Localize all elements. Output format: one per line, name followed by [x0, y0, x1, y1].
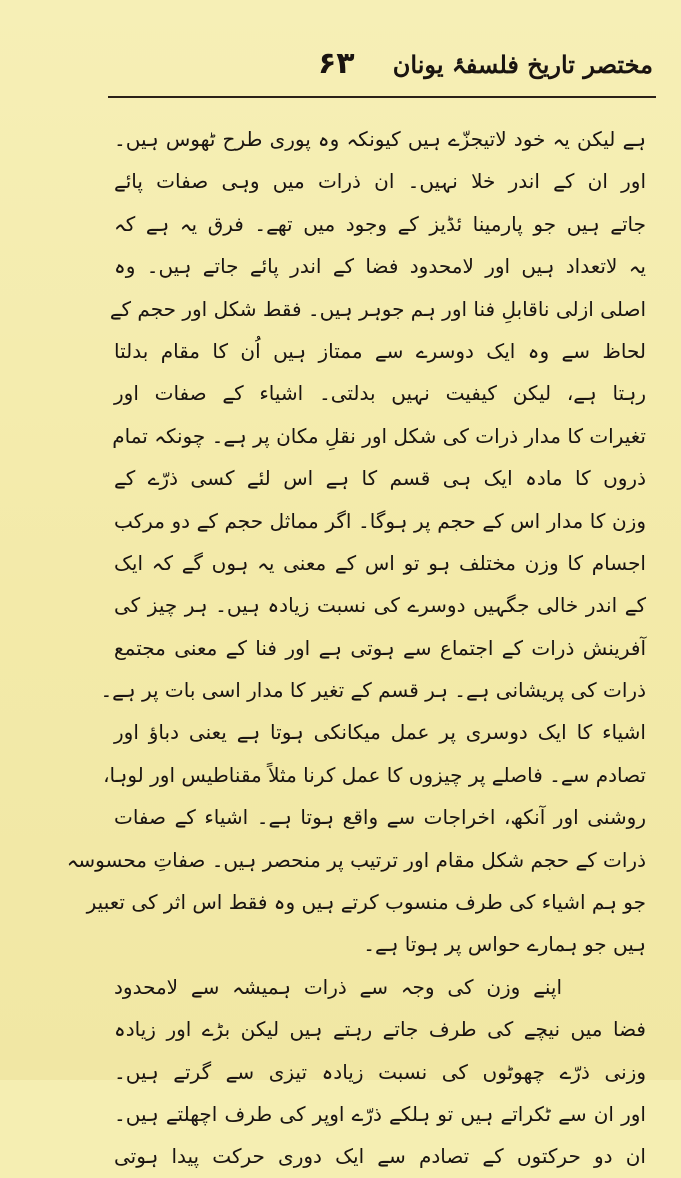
text-line: اور ان سے ٹکراتے ہیں تو ہلکے ذرّے اوپر کی طرف اچھلتے ہیں۔ [114, 1101, 646, 1126]
page-header [0, 40, 681, 100]
text-line: لحاظ سے وہ ایک دوسرے سے ممتاز ہیں اُن کا مقام بدلتا [114, 338, 646, 363]
text-line: وزن کا مدار اس کے حجم پر ہوگا۔ اگر مماثل حجم کے دو مرکب [114, 508, 646, 533]
text-line: اجسام کا وزن مختلف ہو تو اس کے معنی یہ ہوں گے کہ ایک [114, 550, 646, 575]
text-line: اور ان کے اندر خلا نہیں۔ ان ذرات میں وہی صفات پائے [114, 169, 646, 194]
text-line: فضا میں نیچے کی طرف جاتے رہتے ہیں لیکن بڑے اور زیادہ [114, 1017, 646, 1042]
text-line: اشیاء کا ایک دوسری پر عمل میکانکی ہوتا ہے یعنی دباؤ اور [114, 720, 646, 745]
text-line: ذرات کے حجم شکل مقام اور ترتیب پر منحصر ہیں۔ صفاتِ محسوسہ [66, 847, 646, 872]
text-line: روشنی اور آنکھ، اخراجات سے واقع ہوتا ہے۔ اشیاء کے صفات [114, 805, 646, 830]
text-line: ہیں جو ہمارے حواس پر ہوتا ہے۔ [363, 932, 646, 957]
text-line: تصادم سے۔ فاصلے پر چیزوں کا عمل کرنا مثلاً مقناطیس اور لوہا، [103, 762, 646, 787]
running-head-title: مختصر تاریخ فلسفۂ یونان [392, 50, 653, 79]
text-line: ان دو حرکتوں کے تصادم سے ایک دوری حرکت پیدا ہوتی [114, 1144, 646, 1169]
text-line: تغیرات کا مدار ذرات کی شکل اور نقلِ مکان پر ہے۔ چونکہ تمام [112, 423, 646, 448]
text-line: ہے لیکن یہ خود لاتیجزّے ہیں کیونکہ وہ پوری طرح ٹھوس ہیں۔ [114, 127, 646, 151]
text-line: رہتا ہے، لیکن کیفیت نہیں بدلتی۔ اشیاء کے صفات اور [114, 381, 646, 406]
text-line: ذروں کا مادہ ایک ہی قسم کا ہے اس لئے کسی ذرّے کے [114, 466, 646, 491]
text-line: جو ہم اشیاء کی طرف منسوب کرتے ہیں وہ فقط اس اثر کی تعبیر [86, 890, 646, 915]
text-line: کے اندر خالی جگہیں دوسرے کی نسبت زیادہ ہیں۔ ہر چیز کی [114, 593, 646, 618]
text-line: جاتے ہیں جو پارمینا ئڈیز کے وجود میں تھے۔ فرق یہ ہے کہ [114, 211, 646, 236]
text-line: یہ لاتعداد ہیں اور لامحدود فضا کے اندر پائے جاتے ہیں۔ وہ [114, 254, 646, 279]
header-rule [108, 96, 656, 98]
text-line: اصلی ازلی ناقابلِ فنا اور ہم جوہر ہیں۔ فقط شکل اور حجم کے [109, 296, 646, 321]
text-line: اپنے وزن کی وجہ سے ذرات ہمیشہ سے لامحدود [114, 974, 562, 999]
page-number: ۶۳ [318, 46, 355, 81]
text-line: وزنی ذرّے چھوٹوں کی نسبت زیادہ تیزی سے گرتے ہیں۔ [114, 1059, 646, 1084]
text-line: آفرینش ذرات کے اجتماع سے ہوتی ہے اور فنا کے معنی مجتمع [114, 635, 646, 660]
body-text [66, 118, 646, 1169]
text-line: ذرات کی پریشانی ہے۔ ہر قسم کے تغیر کا مدار اسی بات پر ہے۔ [100, 678, 646, 703]
